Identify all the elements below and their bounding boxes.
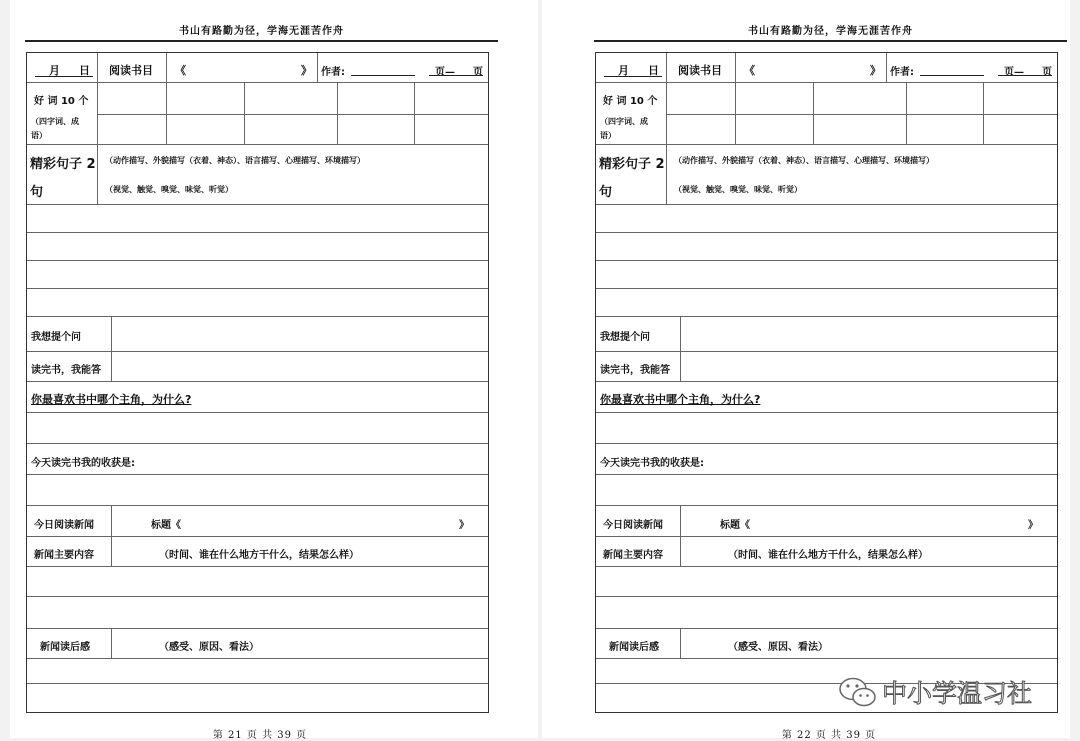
blank-line xyxy=(596,233,1057,261)
blank-line xyxy=(27,233,488,261)
row-question xyxy=(27,317,488,352)
sentences-hint-2: （视觉、触觉、嗅觉、味觉、听觉） xyxy=(105,185,233,194)
good-words-label: 好 词 10 个 xyxy=(34,96,89,107)
sentences-hint-1: （动作描写、外貌描写（衣着、神态）、语言描写、心理描写、环境描写） xyxy=(105,156,365,165)
page-to-label: 页 xyxy=(1042,67,1052,78)
month-label: 月 xyxy=(618,64,629,77)
good-words-note2: 语） xyxy=(31,131,47,140)
news-title-close: 》 xyxy=(1028,520,1038,531)
blank-line xyxy=(596,567,1057,597)
page-from-label: 页— xyxy=(1004,67,1024,78)
row-news-feel xyxy=(27,629,488,659)
good-words-note: （四字词、成 xyxy=(31,117,79,126)
sentences-label: 精彩句子 2 xyxy=(30,157,96,172)
blank-line xyxy=(27,567,488,597)
row-sentences xyxy=(596,145,1057,205)
row-question xyxy=(596,317,1057,352)
good-words-label: 好 词 10 个 xyxy=(603,96,658,107)
row-harvest xyxy=(596,444,1057,475)
harvest-label: 今天读完书我的收获是: xyxy=(600,458,704,469)
blank-line xyxy=(27,205,488,233)
row-news-content xyxy=(27,537,488,567)
news-content-hint: （时间、谁在什么地方干什么，结果怎么样） xyxy=(159,550,359,561)
blank-line xyxy=(27,659,488,684)
day-label: 日 xyxy=(79,64,90,77)
good-words-note2: 语） xyxy=(600,131,616,140)
reading-form xyxy=(26,52,489,713)
page-from-label: 页— xyxy=(435,67,455,78)
news-title-open: 标题《 xyxy=(151,520,181,531)
blank-line xyxy=(596,413,1057,444)
page-21 xyxy=(10,0,538,741)
day-label: 日 xyxy=(648,64,659,77)
page-to-label: 页 xyxy=(473,67,483,78)
blank-line xyxy=(596,289,1057,317)
news-feel-label: 新闻读后感 xyxy=(40,642,90,653)
book-close: 》 xyxy=(870,64,881,77)
sentences-hint-2: （视觉、触觉、嗅觉、味觉、听觉） xyxy=(674,185,802,194)
news-content-hint: （时间、谁在什么地方干什么，结果怎么样） xyxy=(728,550,928,561)
header-rule xyxy=(25,40,498,42)
news-content-label: 新闻主要内容 xyxy=(603,550,663,561)
book-open: 《 xyxy=(744,64,755,77)
blank-line xyxy=(27,413,488,444)
row-news-content xyxy=(596,537,1057,567)
row-date-book xyxy=(596,53,1057,83)
wechat-icon xyxy=(838,676,878,710)
author-label: 作者: xyxy=(321,67,345,78)
reading-form xyxy=(595,52,1058,713)
blank-line xyxy=(596,597,1057,629)
blank-line xyxy=(596,475,1057,506)
author-label: 作者: xyxy=(890,67,914,78)
row-sentences xyxy=(27,145,488,205)
blank-line xyxy=(27,289,488,317)
row-date-book xyxy=(27,53,488,83)
row-news xyxy=(596,506,1057,537)
blank-line xyxy=(27,597,488,629)
news-label: 今日阅读新闻 xyxy=(603,520,663,531)
harvest-label: 今天读完书我的收获是: xyxy=(31,458,135,469)
answer-label: 读完书，我能答 xyxy=(600,365,670,376)
news-feel-label: 新闻读后感 xyxy=(609,642,659,653)
blank-line xyxy=(596,205,1057,233)
news-feel-hint: （感受、原因、看法） xyxy=(728,642,828,653)
page-motto: 书山有路勤为径，学海无涯苦作舟 xyxy=(179,26,344,37)
page-22 xyxy=(542,0,1070,741)
blank-line xyxy=(27,475,488,506)
favorite-question: 你最喜欢书中哪个主角，为什么? xyxy=(600,393,761,406)
book-open: 《 xyxy=(175,64,186,77)
answer-label: 读完书，我能答 xyxy=(31,365,101,376)
row-harvest xyxy=(27,444,488,475)
news-content-label: 新闻主要内容 xyxy=(34,550,94,561)
blank-line xyxy=(596,261,1057,289)
page-footer: 第 22 页 共 39 页 xyxy=(781,730,877,741)
row-good-words xyxy=(27,83,488,145)
news-feel-hint: （感受、原因、看法） xyxy=(159,642,259,653)
question-label: 我想提个问 xyxy=(31,332,81,343)
page-footer: 第 21 页 共 39 页 xyxy=(212,730,308,741)
header-rule xyxy=(594,40,1067,42)
book-close: 》 xyxy=(301,64,312,77)
row-good-words xyxy=(596,83,1057,145)
reading-item-label: 阅读书目 xyxy=(678,64,722,77)
sentences-label2: 句 xyxy=(30,185,44,200)
news-title-close: 》 xyxy=(459,520,469,531)
month-label: 月 xyxy=(49,64,60,77)
row-answer xyxy=(27,352,488,382)
good-words-note: （四字词、成 xyxy=(600,117,648,126)
news-title-open: 标题《 xyxy=(720,520,750,531)
row-answer xyxy=(596,352,1057,382)
row-news xyxy=(27,506,488,537)
news-label: 今日阅读新闻 xyxy=(34,520,94,531)
blank-line xyxy=(27,261,488,289)
row-news-feel xyxy=(596,629,1057,659)
watermark xyxy=(838,672,1058,712)
watermark-text: 中小学温习社 xyxy=(882,679,1033,708)
reading-item-label: 阅读书目 xyxy=(109,64,153,77)
favorite-question: 你最喜欢书中哪个主角，为什么? xyxy=(31,393,192,406)
page-motto: 书山有路勤为径，学海无涯苦作舟 xyxy=(748,26,913,37)
sentences-hint-1: （动作描写、外貌描写（衣着、神态）、语言描写、心理描写、环境描写） xyxy=(674,156,934,165)
question-label: 我想提个问 xyxy=(600,332,650,343)
sentences-label2: 句 xyxy=(599,185,613,200)
row-favorite xyxy=(27,382,488,413)
sentences-label: 精彩句子 2 xyxy=(599,157,665,172)
row-favorite xyxy=(596,382,1057,413)
